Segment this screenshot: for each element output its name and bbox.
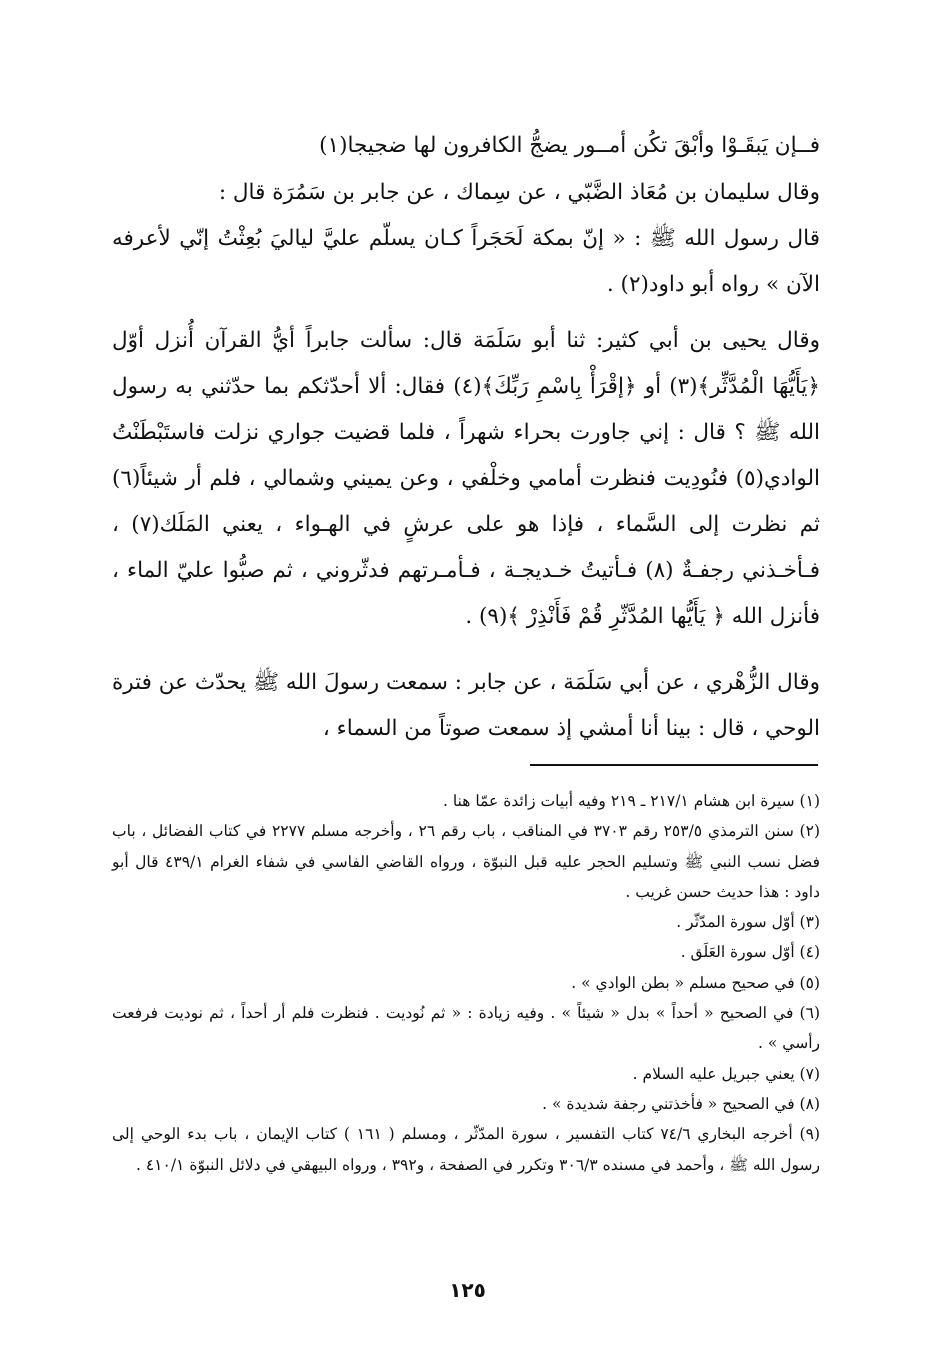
footnote-divider bbox=[530, 764, 818, 766]
paragraph-1 bbox=[112, 170, 820, 308]
footnote-2: (٢) سنن الترمذي ٢٥٣/٥ رقم ٣٧٠٣ في المناقب ، باب رقم ٢٦ ، وأخرجه مسلم ٢٢٧٧ في كتاب الفضائل ، باب فضل نسب النبي ﷺ وتسليم الحجر عليه قبل النبوّة ، ورواه القاضي الفاسي في شفاء الغرام ٤٣٩/١ قال أبو داود : هذا حديث حسن غريب . bbox=[112, 822, 820, 901]
footnote-4: (٤) أوّل سورة العَلَق . bbox=[680, 943, 820, 962]
paragraph-2 bbox=[112, 318, 820, 640]
paragraph-text: وقال الزُّهْري ، عن أبي سَلَمَة ، عن جابر : سمعت رسولَ الله ﷺ يحدّث عن فترة الوحي ، قال : بينا أنا أمشي إذ سمعت صوتاً من السماء ، bbox=[112, 670, 820, 741]
paragraph-text: وقال يحيى بن أبي كثير: ثنا أبو سَلَمَة قال: سألت جابراً أيُّ القرآن أُنزل أوّل ﴿يَأَيُّهَا الْمُدَّثِّر﴾(٣) أو ﴿إقْرَأْ بِاسْمِ رَبِّكَ﴾(٤) فقال: ألا أحدّثكم بما حدّثني به رسول الله ﷺ ؟ قال : إني جاورت بحراء شهراً ، فلما قضيت جواري نزلت فاستَبْطَنْتُ الوادي(٥) فنُودِيت فنظرت أمامي وخلْفي ، وعن يميني وشمالي ، فلم أر شيئاً(٦) ثم نظرت إلى السَّماء ، فإذا هو على عرشٍ في الهـواء ، يعني المَلَك(٧) ، فـأخـذني رجفـةٌ (٨) فـأتيتُ خـديجـة ، فـأمـرتهم فدثّروني ، ثم صبُّوا عليّ الماء ، فأنزل الله ﴿ يَأَيُّها المُدَّثّرِ قُمْ فَأَنْذِرْ ﴾(٩) . bbox=[112, 328, 820, 629]
paragraph-line: قال رسول الله ﷺ : « إنّ بمكة لَحَجَراً كـان يسلّم عليَّ لياليَ بُعِثْتُ إنّي لأعرفه الآن » رواه أبو داود(٢) . bbox=[112, 226, 820, 297]
paragraph-line: وقال سليمان بن مُعَاذ الضَّبّي ، عن سِماك ، عن جابر بن سَمُرَة قال : bbox=[218, 180, 820, 205]
poetry-verse bbox=[112, 123, 820, 169]
footnote-6: (٦) في الصحيح « أحداً » بدل « شيئاً » . وفيه زيادة : « ثم نُوديت . فنظرت فلم أر أحداً ، ثم نوديت فرفعت رأسي » . bbox=[112, 1004, 820, 1053]
footnotes bbox=[112, 786, 820, 1180]
footnote-9: (٩) أخرجه البخاري ٧٤/٦ كتاب التفسير ، سورة المدّثّر ، ومسلم ( ١٦١ ) كتاب الإيمان ، باب بدء الوحي إلى رسول الله ﷺ ، وأحمد في مسنده ٣٠٦/٣ وتكرر في الصفحة ، و٣٩٢ ، ورواه البيهقي في دلائل النبوّة ٤١٠/١ . bbox=[112, 1125, 820, 1174]
page-number: ١٢٥ bbox=[449, 1278, 486, 1302]
footnote-1: (١) سيرة ابن هشام ٢١٧/١ ـ ٢١٩ وفيه أبيات زائدة عمّا هنا . bbox=[442, 792, 820, 810]
footnote-7: (٧) يعني جبريل عليه السلام . bbox=[632, 1064, 820, 1083]
paragraph-3 bbox=[112, 660, 820, 752]
footnote-5: (٥) في صحيح مسلم « بطن الوادي » . bbox=[571, 973, 820, 992]
verse-line: فــإن يَبقَـوْا وأبْقَ تكُن أمــور يضجُّ الكافرون لها ضجيجا(١) bbox=[319, 133, 820, 158]
footnote-8: (٨) في الصحيح « فأخذتني رجفة شديدة » . bbox=[542, 1094, 820, 1113]
footnote-3: (٣) أوّل سورة المدّثّر . bbox=[676, 913, 820, 932]
